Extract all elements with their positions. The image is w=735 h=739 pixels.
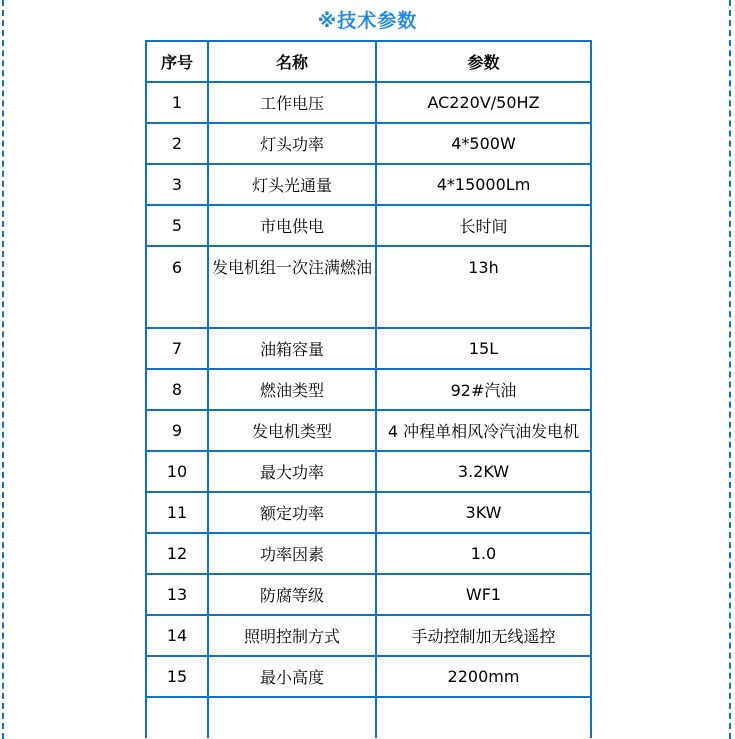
cell-index: 6	[146, 246, 208, 328]
cell-name: 最小高度	[208, 656, 376, 697]
page-title: ※技术参数	[317, 10, 418, 32]
col-header-parameter: 参数	[376, 41, 591, 82]
spec-table-body	[146, 82, 591, 738]
cell-index: 2	[146, 123, 208, 164]
cell-empty	[208, 697, 376, 738]
table-row	[146, 328, 591, 369]
table-row	[146, 205, 591, 246]
cell-parameter: 长时间	[376, 205, 591, 246]
cell-parameter: WF1	[376, 574, 591, 615]
cell-index: 9	[146, 410, 208, 451]
cell-index: 8	[146, 369, 208, 410]
cell-parameter: 13h	[376, 246, 591, 328]
cell-empty	[376, 697, 591, 738]
page-left-dashed-border	[2, 0, 4, 739]
cell-parameter: 4*500W	[376, 123, 591, 164]
cell-index: 7	[146, 328, 208, 369]
cell-name: 最大功率	[208, 451, 376, 492]
cell-parameter: 92#汽油	[376, 369, 591, 410]
cell-index: 3	[146, 164, 208, 205]
cell-name: 防腐等级	[208, 574, 376, 615]
cell-parameter: 4 冲程单相风冷汽油发电机	[376, 410, 591, 451]
table-row	[146, 615, 591, 656]
table-row	[146, 82, 591, 123]
cell-parameter: 3.2KW	[376, 451, 591, 492]
table-row	[146, 246, 591, 328]
col-header-index: 序号	[146, 41, 208, 82]
table-row	[146, 656, 591, 697]
cell-name: 额定功率	[208, 492, 376, 533]
cell-name: 功率因素	[208, 533, 376, 574]
table-row	[146, 492, 591, 533]
cell-name: 灯头功率	[208, 123, 376, 164]
cell-name: 油箱容量	[208, 328, 376, 369]
table-row	[146, 164, 591, 205]
cell-index: 14	[146, 615, 208, 656]
cell-parameter: 2200mm	[376, 656, 591, 697]
table-row	[146, 410, 591, 451]
cell-name: 市电供电	[208, 205, 376, 246]
cell-empty	[146, 697, 208, 738]
cell-index: 12	[146, 533, 208, 574]
table-row	[146, 451, 591, 492]
cell-name: 灯头光通量	[208, 164, 376, 205]
cell-index: 1	[146, 82, 208, 123]
cell-parameter: 15L	[376, 328, 591, 369]
table-row	[146, 574, 591, 615]
table-row	[146, 369, 591, 410]
cell-name: 燃油类型	[208, 369, 376, 410]
cell-name: 发电机组一次注满燃油	[208, 246, 376, 328]
cell-parameter: 3KW	[376, 492, 591, 533]
cell-name: 照明控制方式	[208, 615, 376, 656]
cell-parameter: 手动控制加无线遥控	[376, 615, 591, 656]
page-right-dashed-border	[729, 0, 731, 739]
cell-name: 发电机类型	[208, 410, 376, 451]
cell-index: 5	[146, 205, 208, 246]
cell-index: 10	[146, 451, 208, 492]
cell-index: 15	[146, 656, 208, 697]
spec-table	[145, 40, 592, 738]
cell-parameter: AC220V/50HZ	[376, 82, 591, 123]
cell-parameter: 4*15000Lm	[376, 164, 591, 205]
col-header-name: 名称	[208, 41, 376, 82]
cell-index: 11	[146, 492, 208, 533]
cell-parameter: 1.0	[376, 533, 591, 574]
table-row	[146, 533, 591, 574]
table-row-partial	[146, 697, 591, 738]
cell-index: 13	[146, 574, 208, 615]
table-row	[146, 123, 591, 164]
cell-name: 工作电压	[208, 82, 376, 123]
table-header-row	[146, 41, 591, 82]
